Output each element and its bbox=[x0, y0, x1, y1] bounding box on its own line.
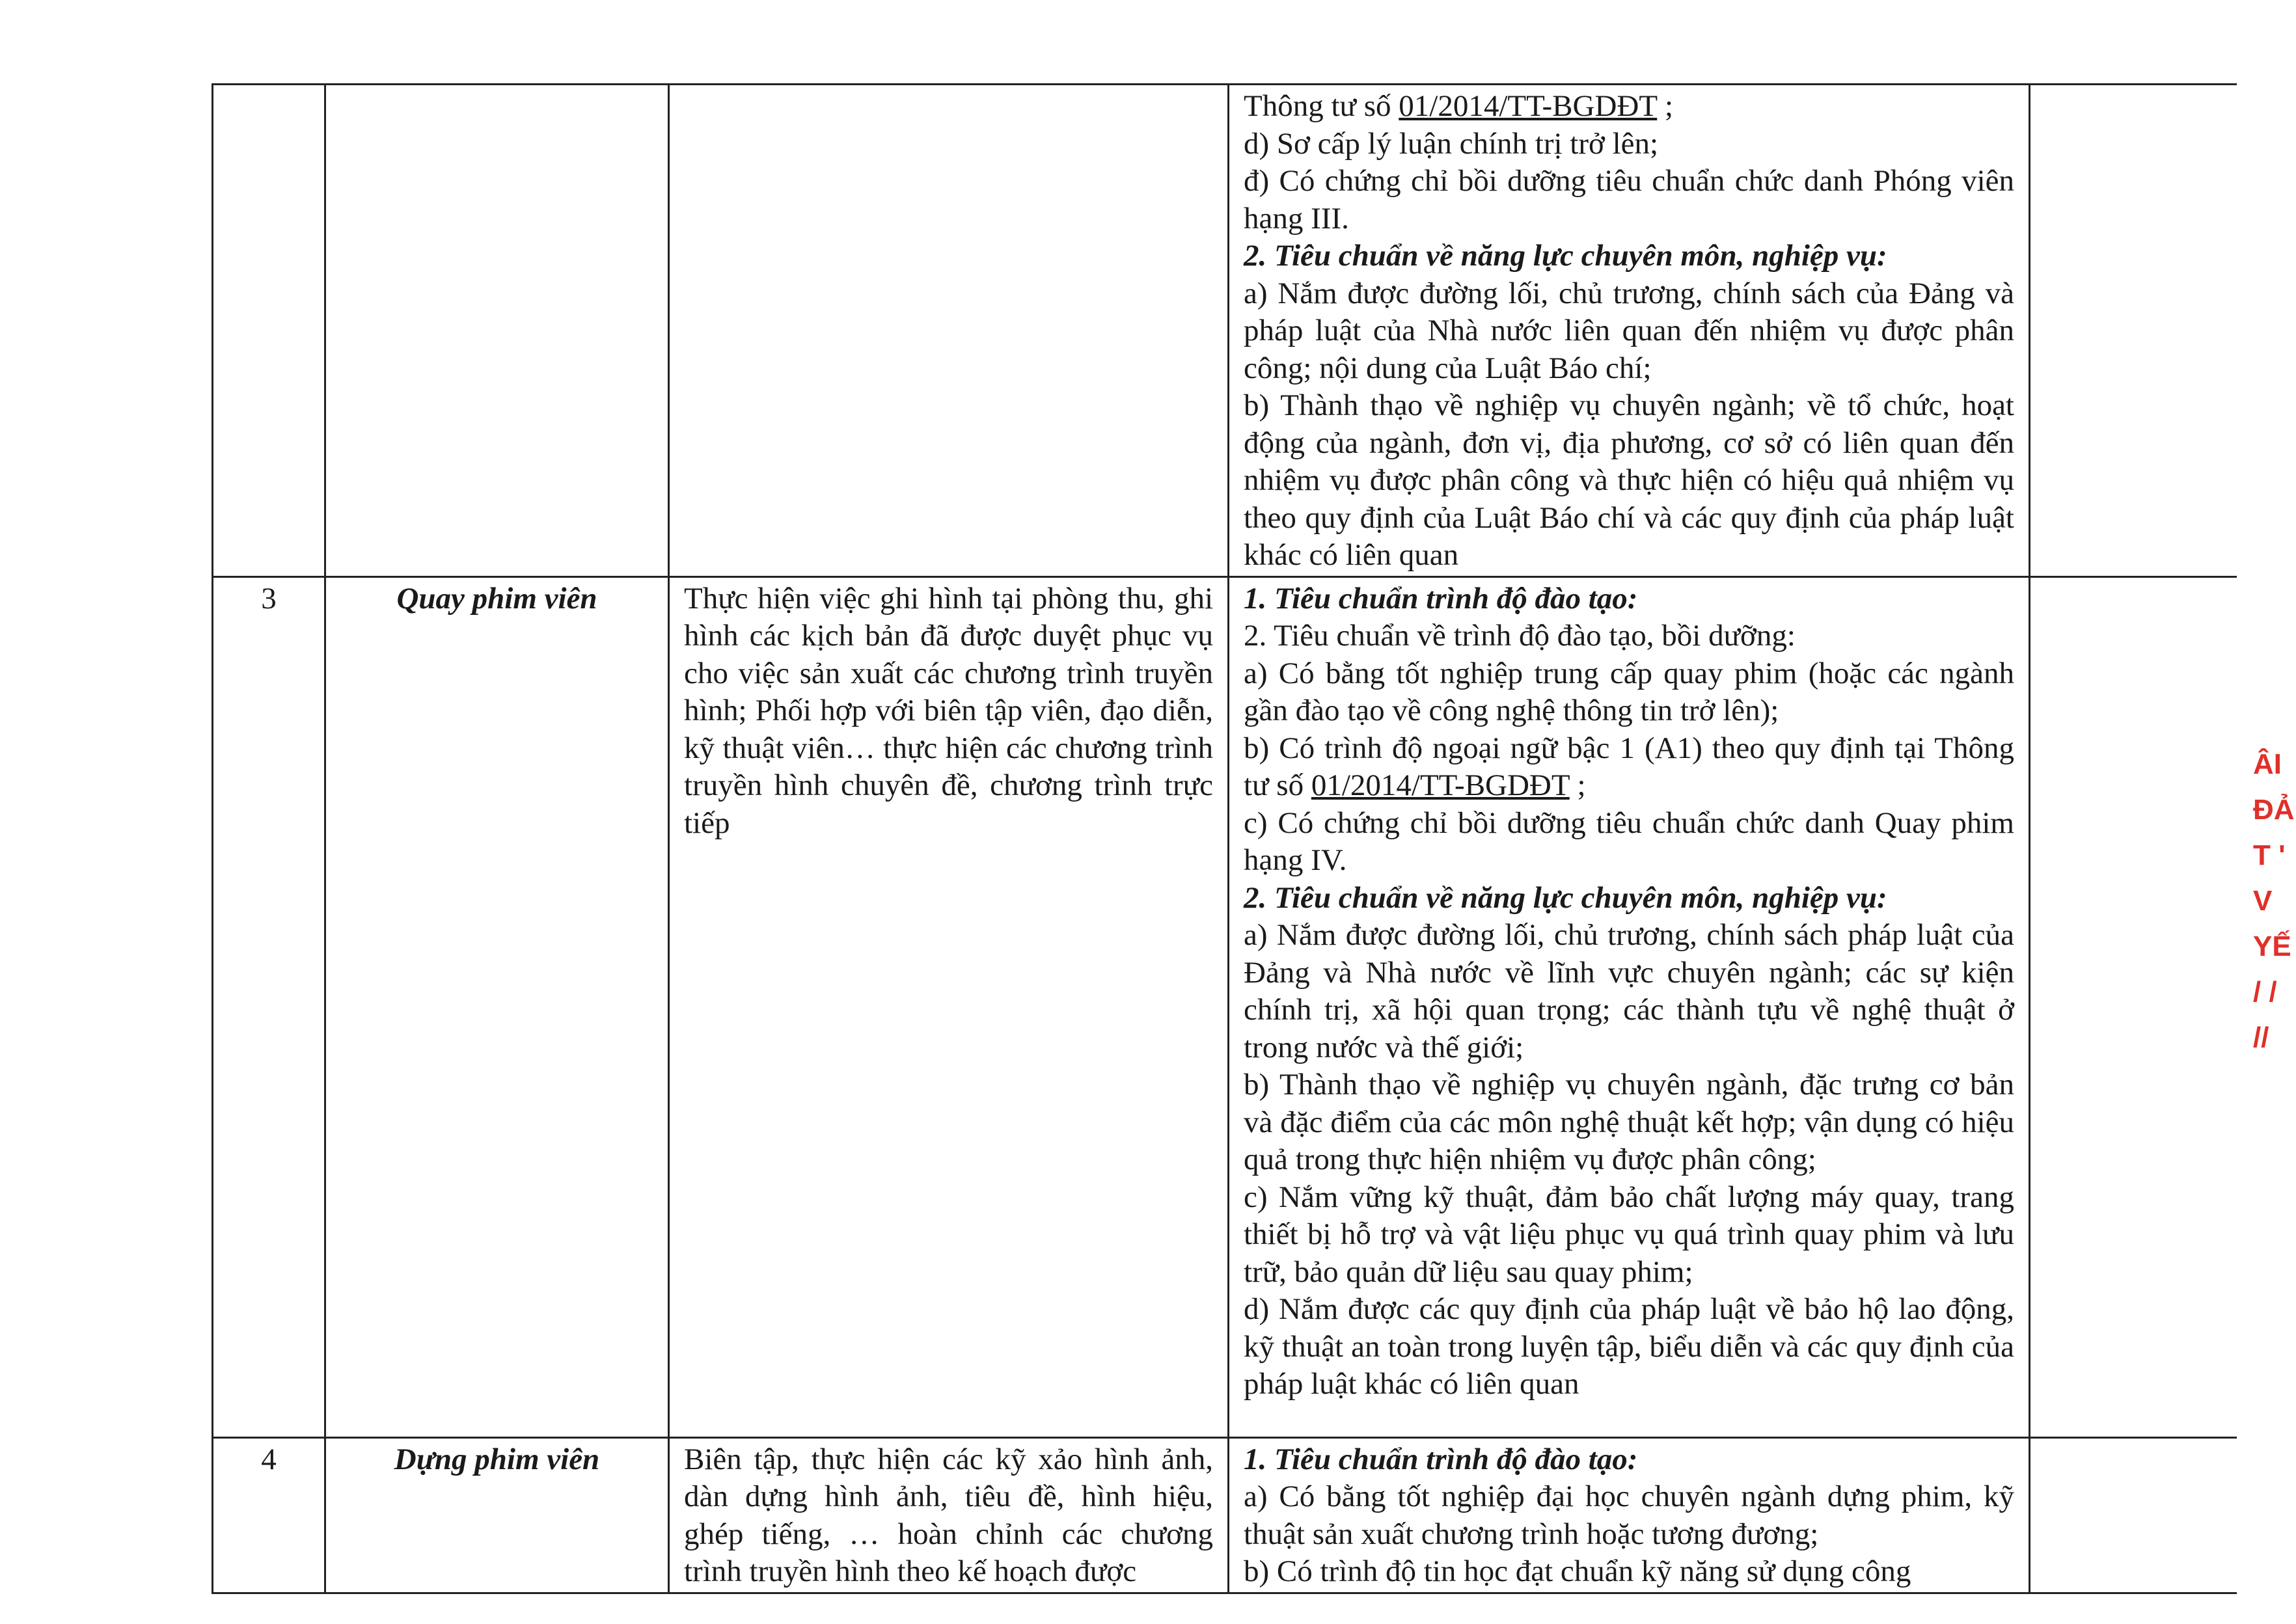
row-number: 4 bbox=[213, 1437, 325, 1593]
position-title: Quay phim viên bbox=[325, 576, 669, 1437]
standard-item bbox=[1244, 126, 2014, 163]
notes-cell bbox=[2030, 1437, 2237, 1593]
red-stamp-fragment bbox=[2253, 742, 2296, 1053]
table-row bbox=[213, 1437, 2237, 1593]
standard-text: b) Thành thạo về nghiệp vụ chuyên ngành; về tổ chức, hoạt động của ngành, đơn vị, địa phương, cơ sở có liên quan đến nhiệm vụ được phân công và thực hiện có hiệu quả nhiệm vụ theo quy định của Luật Báo chí và các quy định của pháp luật khác có liên quan bbox=[1244, 388, 2014, 572]
standard-item bbox=[1244, 1066, 2014, 1179]
job-description bbox=[669, 85, 1229, 577]
position-title: Dựng phim viên bbox=[325, 1437, 669, 1593]
standard-item bbox=[1244, 730, 2014, 805]
standard-item bbox=[1244, 387, 2014, 575]
stamp-text: / / bbox=[2253, 976, 2277, 1008]
row-number bbox=[213, 85, 325, 577]
circular-reference: 01/2014/TT-BGDĐT bbox=[1399, 89, 1658, 123]
standard-text: 2. Tiêu chuẩn về năng lực chuyên môn, nghiệp vụ: bbox=[1244, 880, 1887, 915]
standard-heading bbox=[1244, 237, 2014, 275]
standard-item bbox=[1244, 617, 2014, 655]
position-standards bbox=[1229, 85, 2030, 577]
standard-item bbox=[1244, 1553, 2014, 1591]
notes-cell bbox=[2030, 576, 2237, 1437]
standard-text: c) Có chứng chỉ bồi dưỡng tiêu chuẩn chức danh Quay phim hạng IV. bbox=[1244, 805, 2014, 877]
stamp-text: V bbox=[2253, 885, 2273, 917]
standard-text: ; bbox=[1569, 768, 1586, 802]
standard-text: Thông tư số bbox=[1244, 89, 1399, 123]
standard-heading bbox=[1244, 1441, 2014, 1479]
position-title bbox=[325, 85, 669, 577]
standard-item bbox=[1244, 275, 2014, 388]
position-standards bbox=[1229, 1437, 2030, 1593]
standard-text: d) Nắm được các quy định của pháp luật về bảo hộ lao động, kỹ thuật an toàn trong luyện tập, biểu diễn và các quy định của pháp luật khác có liên quan bbox=[1244, 1292, 2014, 1401]
notes-cell bbox=[2030, 85, 2237, 577]
table-row bbox=[213, 576, 2237, 1437]
standard-text: đ) Có chứng chỉ bồi dưỡng tiêu chuẩn chức danh Phóng viên hạng III. bbox=[1244, 164, 2014, 236]
table-row bbox=[213, 85, 2237, 577]
standard-text: b) Có trình độ tin học đạt chuẩn kỹ năng sử dụng công bbox=[1244, 1554, 1911, 1588]
standard-text: b) Thành thạo về nghiệp vụ chuyên ngành, đặc trưng cơ bản và đặc điểm của các môn nghệ thuật kết hợp; vận dụng có hiệu quả trong thực hiện nhiệm vụ được phân công; bbox=[1244, 1068, 2014, 1176]
standard-text: 2. Tiêu chuẩn về năng lực chuyên môn, nghiệp vụ: bbox=[1244, 239, 1887, 273]
standard-item bbox=[1244, 1179, 2014, 1292]
standard-text: a) Nắm được đường lối, chủ trương, chính sách pháp luật của Đảng và Nhà nước về lĩnh vực chuyên ngành; các sự kiện chính trị, xã hội quan trọng; các thành tựu về nghệ thuật ở trong nước và thế giới; bbox=[1244, 918, 2014, 1064]
circular-reference: 01/2014/TT-BGDĐT bbox=[1311, 768, 1570, 802]
job-description bbox=[669, 576, 1229, 1437]
standard-item bbox=[1244, 805, 2014, 880]
standard-heading bbox=[1244, 580, 2014, 618]
row-number: 3 bbox=[213, 576, 325, 1437]
standard-text: 2. Tiêu chuẩn về trình độ đào tạo, bồi dưỡng: bbox=[1244, 619, 1796, 653]
standard-text: 1. Tiêu chuẩn trình độ đào tạo: bbox=[1244, 581, 1638, 616]
stamp-text: YẾ bbox=[2253, 930, 2291, 962]
standard-text: ; bbox=[1657, 89, 1674, 123]
standard-text: a) Nắm được đường lối, chủ trương, chính sách của Đảng và pháp luật của Nhà nước liên quan đến nhiệm vụ được phân công; nội dung của Luật Báo chí; bbox=[1244, 276, 2014, 385]
position-standards bbox=[1229, 576, 2030, 1437]
standard-item bbox=[1244, 88, 2014, 126]
stamp-text: ÂI bbox=[2253, 748, 2282, 780]
standard-text: b) Có trình độ ngoại ngữ bậc 1 (A1) theo quy định tại Thông tư số bbox=[1244, 731, 2014, 802]
description-paragraph: Biên tập, thực hiện các kỹ xảo hình ảnh, dàn dựng hình ảnh, tiêu đề, hình hiệu, ghép tiếng, … hoàn chỉnh các chương trình truyền hình theo kế hoạch được bbox=[684, 1442, 1213, 1588]
standard-text: c) Nắm vững kỹ thuật, đảm bảo chất lượng máy quay, trang thiết bị hỗ trợ và vật liệu phục vụ quá trình quay phim và lưu trữ, bảo quản dữ liệu sau quay phim; bbox=[1244, 1180, 2014, 1289]
standard-item bbox=[1244, 1478, 2014, 1553]
standard-item bbox=[1244, 655, 2014, 730]
standard-text: a) Có bằng tốt nghiệp đại học chuyên ngành dựng phim, kỹ thuật sản xuất chương trình hoặc tương đương; bbox=[1244, 1480, 2014, 1551]
standard-item bbox=[1244, 917, 2014, 1066]
standard-item bbox=[1244, 163, 2014, 237]
standard-heading bbox=[1244, 880, 2014, 917]
staff-standards-table bbox=[212, 83, 2237, 1594]
standard-text: d) Sơ cấp lý luận chính trị trở lên; bbox=[1244, 126, 1659, 161]
standard-item bbox=[1244, 1291, 2014, 1403]
stamp-text: // bbox=[2253, 1022, 2269, 1053]
stamp-text: ĐẢ bbox=[2253, 794, 2295, 826]
stamp-text: T ' bbox=[2253, 839, 2286, 871]
standard-text: 1. Tiêu chuẩn trình độ đào tạo: bbox=[1244, 1442, 1638, 1476]
job-description bbox=[669, 1437, 1229, 1593]
standard-text: a) Có bằng tốt nghiệp trung cấp quay phim (hoặc các ngành gần đào tạo về công nghệ thông tin trở lên); bbox=[1244, 656, 2014, 727]
description-paragraph: Thực hiện việc ghi hình tại phòng thu, ghi hình các kịch bản đã được duyệt phục vụ cho việc sản xuất các chương trình truyền hình; Phối hợp với biên tập viên, đạo diễn, kỹ thuật viên… thực hiện các chương trình truyền hình chuyên đề, chương trình trực tiếp bbox=[684, 581, 1213, 840]
